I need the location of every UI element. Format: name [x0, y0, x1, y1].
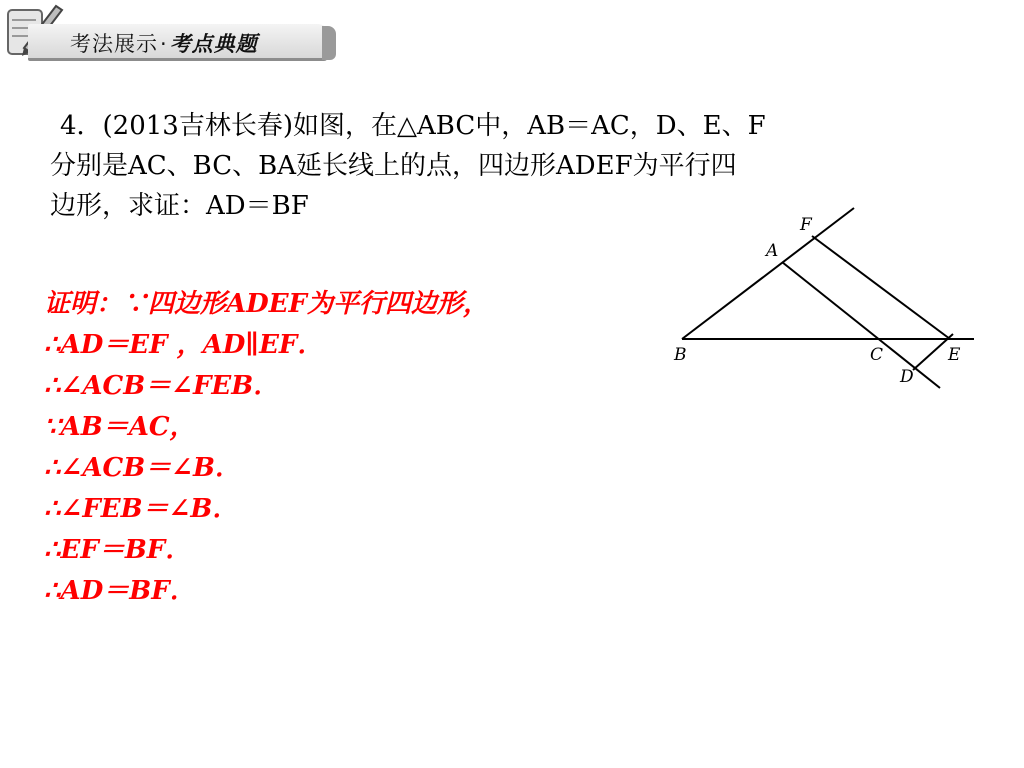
header-bar-edge [322, 26, 336, 60]
label-a: A [766, 241, 779, 261]
label-c: C [870, 345, 884, 365]
header-title [70, 28, 258, 58]
proof-line: ∴∠FEB＝∠B． [44, 494, 239, 524]
line-bf [682, 208, 854, 339]
proof-line: ∴EF＝BF． [44, 535, 192, 565]
problem-line-1: 4．(2013吉林长春)如图，在△ABC中，AB＝AC，D、E、F [60, 111, 766, 141]
proof-line: ∴∠ACB＝∠B． [44, 453, 241, 483]
proof-line: ∴∠ACB＝∠FEB． [44, 371, 280, 401]
line-fe [812, 236, 950, 339]
header-separator: · [160, 32, 168, 56]
header-title-right: 考点典题 [169, 32, 258, 56]
geometry-diagram [666, 200, 986, 400]
line-ad [782, 262, 940, 388]
proof-line: ∵AB＝AC， [44, 412, 196, 442]
label-e: E [948, 345, 961, 365]
problem-line-3: 边形，求证：AD＝BF [50, 191, 309, 221]
proof-line: 证明：∵四边形ADEF为平行四边形， [44, 289, 489, 319]
proof-line: ∴AD＝EF ，AD∥EF． [44, 330, 324, 360]
header-title-left: 考法展示 [70, 32, 158, 56]
label-b: B [674, 345, 687, 365]
label-d: D [900, 367, 914, 387]
geometry-figure [666, 200, 986, 400]
proof-line: ∴AD＝BF． [44, 576, 196, 606]
proof-block [44, 284, 644, 612]
label-f: F [800, 215, 812, 235]
section-header [0, 0, 340, 62]
problem-line-2: 分别是AC、BC、BA延长线上的点，四边形ADEF为平行四 [50, 151, 737, 181]
